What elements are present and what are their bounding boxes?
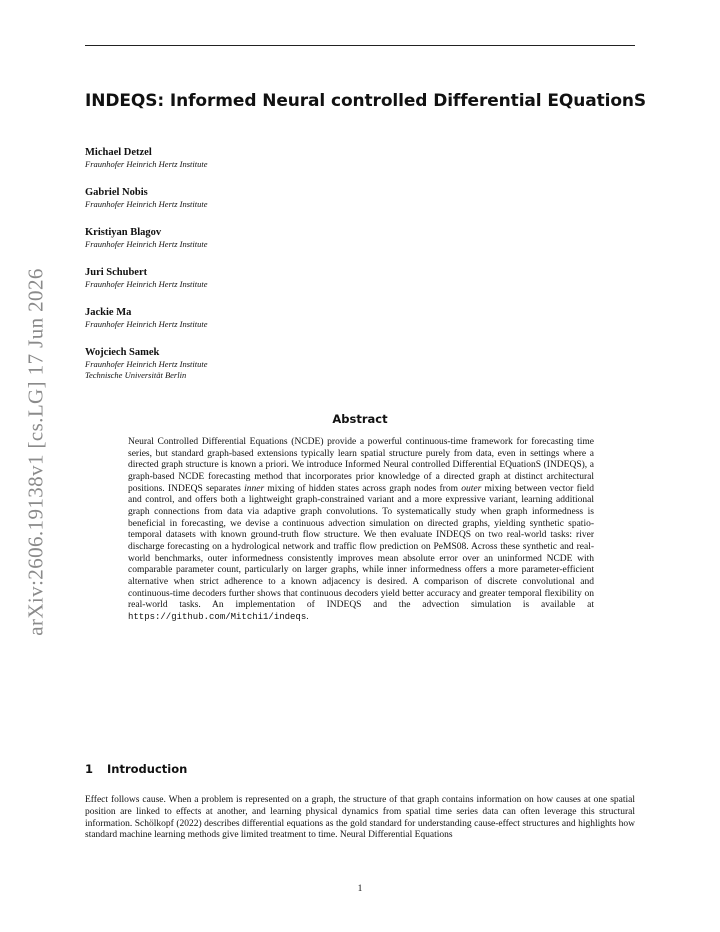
section-body: Effect follows cause. When a problem is represented on a graph, the structure of that graph contains information on how causes at one spatial position are linked to effects at another, and learning physical dynamics from spatial time series data can often leverage this structural information. Schölkopf (2022) describes differential equations as the gold standard for understanding cause-effect structures and highlights how standard machine learning methods give limited treatment to time. Neural Differential Equations xyxy=(85,795,635,841)
page-number: 1 xyxy=(357,884,363,894)
abstract-emphasis: outer xyxy=(461,483,482,494)
author-affiliation: Technische Universität Berlin xyxy=(85,369,187,380)
author-affiliation: Fraunhofer Heinrich Hertz Institute xyxy=(85,359,208,369)
section-number: 1 xyxy=(85,762,94,776)
abstract-emphasis: inner xyxy=(244,483,265,494)
abstract-text xyxy=(128,437,594,624)
abstract-segment: . xyxy=(306,611,309,622)
author-block xyxy=(85,186,485,226)
author-name: Kristiyan Blagov xyxy=(85,227,162,238)
section-title: Introduction xyxy=(107,762,188,776)
author-list xyxy=(85,146,485,386)
paper-title: INDEQS: Informed Neural controlled Differential EQuationS xyxy=(85,91,647,111)
section-heading xyxy=(85,762,187,776)
abstract-segment: Neural Controlled Differential Equations (NCDE) provide a powerful continuous-time framework for forecasting time series, but standard graph-based extensions typically learn spatial structure purely from data, even in settings where a directed graph structure is known a priori. We introduce Informed Neural controlled Differential EQuationS (INDEQS), a graph-based NCDE forecasting method that incorporates prior knowledge of a directed graph at distinct architectural positions. INDEQS separates xyxy=(128,437,594,494)
author-name: Jackie Ma xyxy=(85,307,132,318)
author-name: Juri Schubert xyxy=(85,267,148,278)
author-name: Michael Detzel xyxy=(85,147,152,158)
author-name: Gabriel Nobis xyxy=(85,187,148,198)
author-affiliation: Fraunhofer Heinrich Hertz Institute xyxy=(85,239,208,249)
author-block xyxy=(85,146,485,186)
abstract-segment: mixing between vector field and control, and offers both a lightweight graph-constrained variant and a more expressive variant, learning additional graph connections from data via adaptive graph convolutions. To systematically study when graph informedness is beneficial in forecasting, we devise a continuous advection simulation on directed graphs, yielding synthetic spatio-temporal datasets with known ground-truth flow structure. We then evaluate INDEQS on two real-world tasks: river discharge forecasting on a hydrological network and traffic flow prediction on PeMS08. Across these synthetic and real-world benchmarks, outer informedness consistently improves mean absolute error over an uninformed NCDE with comparable parameter count, particularly on larger graphs, while inner informedness offers a more parameter-efficient alternative when strict adherence to a known adjacency is desired. A comparison of discrete convolutional and continuous-time decoders further shows that continuous decoders yield better accuracy and greater temporal flexibility on real-world tasks. An implementation of INDEQS and the advection simulation is available at xyxy=(128,483,594,611)
author-affiliation: Fraunhofer Heinrich Hertz Institute xyxy=(85,279,208,289)
author-affiliation: Fraunhofer Heinrich Hertz Institute xyxy=(85,199,208,209)
author-block xyxy=(85,346,485,386)
top-rule xyxy=(85,45,635,46)
arxiv-identifier-stamp: arXiv:2606.19138v1 [cs.LG] 17 Jun 2026 xyxy=(23,268,48,636)
author-block xyxy=(85,226,485,266)
author-affiliation: Fraunhofer Heinrich Hertz Institute xyxy=(85,319,208,329)
abstract-heading: Abstract xyxy=(332,412,388,426)
abstract-segment: mixing of hidden states across graph nodes from xyxy=(264,483,462,494)
author-name: Wojciech Samek xyxy=(85,347,160,358)
author-affiliation: Fraunhofer Heinrich Hertz Institute xyxy=(85,159,208,169)
author-block xyxy=(85,266,485,306)
code-repository-link[interactable]: https://github.com/Mitchi1/indeqs xyxy=(128,611,307,622)
author-block xyxy=(85,306,485,346)
